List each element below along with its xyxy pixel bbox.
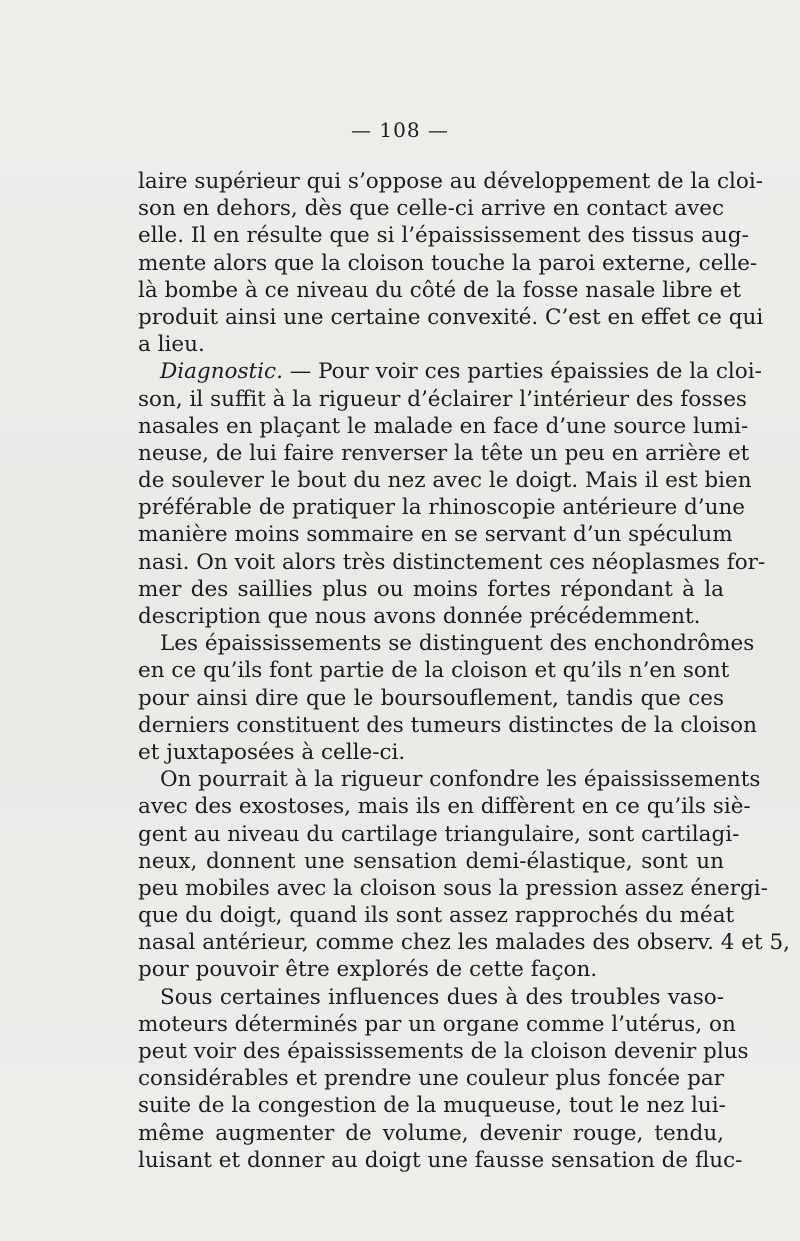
text-line: a lieu. <box>138 332 205 358</box>
text-line: On pourrait à la rigueur confondre les épaississements <box>160 767 761 793</box>
text-line: là bombe à ce niveau du côté de la fosse nasale libre et <box>138 277 741 303</box>
section-heading: Diagnostic. <box>160 359 283 385</box>
text-line: nasal antérieur, comme chez les malades des observ. 4 et 5, <box>138 930 790 956</box>
text-line: et juxtaposées à celle-ci. <box>138 739 406 765</box>
text-line: gent au niveau du cartilage triangulaire, sont cartilagi- <box>138 821 740 847</box>
text-line: considérables et prendre une couleur plus foncée par <box>138 1066 724 1092</box>
text-line: pour pouvoir être explorés de cette façon. <box>138 957 598 983</box>
text-line: manière moins sommaire en se servant d’un spéculum <box>138 522 733 548</box>
text-line: peu mobiles avec la cloison sous la pression assez énergi- <box>138 875 768 901</box>
text-line: produit ainsi une certaine convexité. C’est en effet ce qui <box>138 304 764 330</box>
text-line: son, il suffit à la rigueur d’éclairer l’intérieur des fosses <box>138 386 747 412</box>
paragraph-diagnostic <box>138 358 766 630</box>
text-line: description que nous avons donnée précédemment. <box>138 604 701 629</box>
text-line: nasales en plaçant le malade en face d’une source lumi- <box>138 413 749 439</box>
text-line: en ce qu’ils font partie de la cloison et qu’ils n’en sont <box>138 658 730 684</box>
text-line: de soulever le bout du nez avec le doigt. Mais il est bien <box>138 468 752 494</box>
text-line: pour ainsi dire que le boursouflement, tandis que ces <box>138 685 724 711</box>
text-line: moteurs déterminés par un organe comme l’utérus, on <box>138 1011 736 1037</box>
paragraph <box>138 766 790 984</box>
text-line: elle. Il en résulte que si l’épaississement des tissus aug- <box>138 223 749 249</box>
text-line: Sous certaines influences dues à des troubles vaso- <box>160 984 724 1010</box>
text-line: que du doigt, quand ils sont assez rapprochés du méat <box>138 903 735 929</box>
text-line: neux, donnent une sensation demi-élastique, sont un <box>138 848 724 874</box>
paragraph <box>138 984 749 1174</box>
text-line: suite de la congestion de la muqueuse, tout le nez lui- <box>138 1093 726 1119</box>
text-line: mer des saillies plus ou moins fortes répondant à la <box>138 576 724 602</box>
paragraph <box>138 630 757 766</box>
body-text <box>138 168 790 1174</box>
paragraph <box>138 168 764 358</box>
page-number: — 108 — <box>351 118 449 142</box>
text-line: neuse, de lui faire renverser la tête un peu en arrière et <box>138 440 750 466</box>
text-line: même augmenter de volume, devenir rouge, tendu, <box>138 1120 724 1146</box>
text-line: derniers constituent des tumeurs distinctes de la cloison <box>138 712 757 738</box>
text-line <box>138 358 762 385</box>
text-line: mente alors que la cloison touche la paroi externe, celle- <box>138 250 758 276</box>
text-line: nasi. On voit alors très distinctement ces néoplasmes for- <box>138 549 766 575</box>
text-line: préférable de pratiquer la rhinoscopie antérieure d’une <box>138 495 746 521</box>
text-line: luisant et donner au doigt une fausse sensation de fluc- <box>138 1147 743 1173</box>
text-line: laire supérieur qui s’oppose au développement de la cloi- <box>138 169 764 194</box>
text-line: peut voir des épaississements de la cloison devenir plus <box>138 1039 749 1064</box>
text-line: avec des exostoses, mais ils en diffèrent en ce qu’ils siè- <box>138 794 751 820</box>
text-line-rest: — Pour voir ces parties épaissies de la cloi- <box>282 359 762 385</box>
text-line: Les épaississements se distinguent des enchondrômes <box>160 631 755 657</box>
text-line: son en dehors, dès que celle-ci arrive en contact avec <box>138 196 724 222</box>
